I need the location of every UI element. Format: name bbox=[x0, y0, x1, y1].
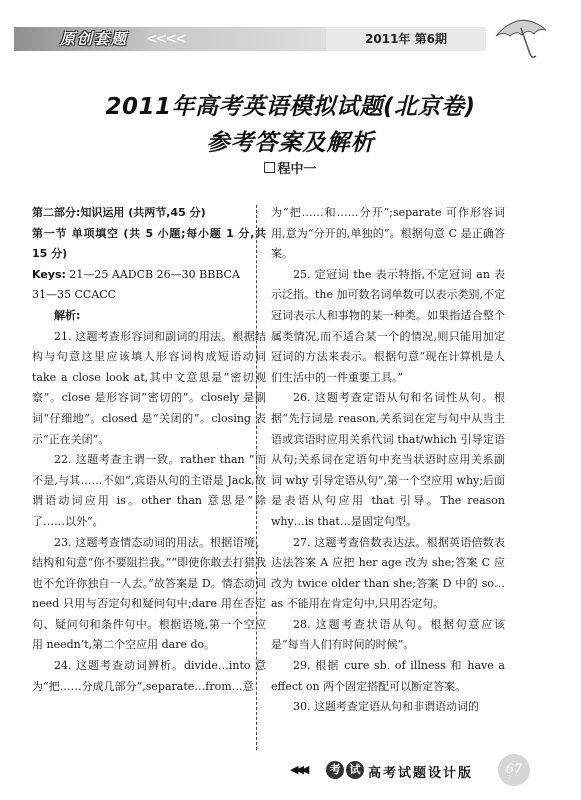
author-line bbox=[0, 158, 581, 177]
section-title: 第一节 单项填空 (共 5 小题;每小题 1 分,共 15 分) bbox=[32, 226, 266, 261]
keys-line-1 bbox=[32, 265, 266, 286]
umbrella-icon bbox=[490, 14, 550, 60]
keys-values-1: 21—25 AADCB 26—30 BBBCA bbox=[69, 267, 240, 281]
author-box-icon bbox=[264, 162, 275, 173]
analysis-label: 解析: bbox=[54, 308, 81, 322]
column-name: 原创套题 bbox=[60, 30, 129, 48]
issue-banner bbox=[326, 27, 486, 51]
answer-paragraph: 25. 定冠词 the 表示特指,不定冠词 an 表示泛指。the 加可数名词单数可以表示类别,不定冠词表示人和事物的某一种类。如果指适合整个属类情况,而不适合某一个的情况,则只能用加定冠词的方法来表示。根据句意“现在计算机是人们生活中的一件重要工具。” bbox=[271, 267, 506, 384]
answer-paragraph: 为“把……和……分开”;separate 可作形容词用,意为“分开的,单独的”。根据句意 C 是正确答案。 bbox=[271, 206, 505, 261]
issue-label: 2011年 第6期 bbox=[365, 32, 447, 46]
answer-paragraph: 29. 根据 cure sb. of illness 和 have a effect on 两个固定搭配可以断定答案。 bbox=[271, 659, 505, 693]
page-footer bbox=[290, 760, 530, 782]
column-banner bbox=[14, 27, 326, 51]
page-header bbox=[0, 14, 581, 58]
part-title: 第二部分:知识运用 (共两节,45 分) bbox=[32, 206, 206, 219]
footer-tag-shi: 试 bbox=[346, 761, 364, 779]
author-name: 程中一 bbox=[277, 162, 317, 177]
answer-paragraph: 24. 这题考查动词辨析。divide…into 意为“把……分成几部分”,separate…from…意 bbox=[32, 659, 266, 693]
article-title: 2011年高考英语模拟试题(北京卷) bbox=[105, 94, 476, 120]
answer-paragraph: 21. 这题考查形容词和副词的用法。根据结构与句意这里应该填人形容词构成短语动词 take a close look at,其中文意思是“密切观察”。close 是形容词“密切的”。closely 是副词“仔细地”。closed 是“关闭的”。closing 表示“正在关闭”。 bbox=[32, 329, 266, 446]
page-number: 67 bbox=[498, 754, 530, 786]
footer-tag-kao: 考 bbox=[326, 761, 344, 779]
answer-paragraph: 26. 这题考查定语从句和名词性从句。根据“先行词是 reason,关系词在定与句中从当主语或宾语时应用关系代词 that/which 引导定语从句;关系词在定语句中充当状语时应用关系副词 why 引导定语从句”,第一个空应用 why;后面是表语从句应用 that 引导。The reason why…is that…是固定句型。 bbox=[271, 391, 505, 528]
keys-label: Keys: bbox=[32, 267, 66, 281]
article-subtitle: 参考答案及解析 bbox=[206, 130, 375, 156]
column-divider bbox=[256, 205, 257, 750]
chevron-decoration: <<<< bbox=[146, 31, 185, 47]
answer-paragraph: 23. 这题考查情态动词的用法。根据语境、结构和句意“你不要阻拦我。”“即使你敢去打猎我也不允许你独自一人去。”故答案是 D。情态动词 need 只用与否定句和疑问句中;dare 用在否定句、疑问句和条件句中。根据语境,第一个空应用 needn’t,第二个空应用 dare do。 bbox=[32, 535, 266, 652]
keys-line-2: 31—35 CCACC bbox=[32, 288, 117, 302]
answer-paragraph: 27. 这题考查倍数表达法。根据英语倍数表达法答案 A 应把 her age 改为 she;答案 C 应改为 twice older than she;答案 D 中的 so…as 不能用在肯定句中,只用否定句。 bbox=[271, 535, 505, 611]
right-column bbox=[271, 203, 505, 718]
answer-paragraph: 22. 这题考查主谓一致。rather than “而不是,与其……不如”,宾语从句的主语是 Jack,故谓语动词应用 is。other than 意思是“除了……以外”。 bbox=[32, 453, 266, 528]
answer-paragraph: 30. 这题考查定语从句和非谓语动词的 bbox=[293, 700, 479, 714]
arrow-left-icon: ◀◀◀ bbox=[290, 763, 307, 776]
answer-paragraph: 28. 这题考查状语从句。根据句意应该是“每当人们有时间的时候”。 bbox=[271, 617, 505, 652]
footer-edition-label: 高考试题设计版 bbox=[368, 766, 474, 781]
left-column bbox=[32, 203, 266, 697]
